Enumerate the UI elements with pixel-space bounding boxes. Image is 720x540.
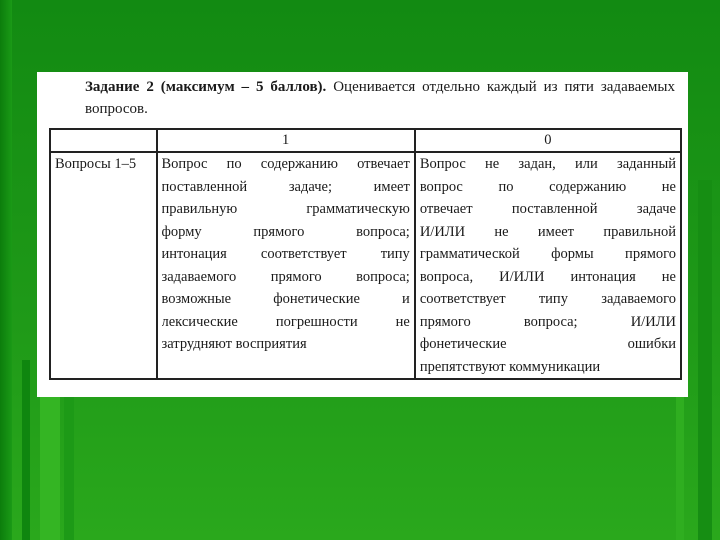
score-0-line: соответствует типу задаваемого — [419, 291, 676, 307]
score-0-line: вопрос по содержанию не — [419, 178, 676, 195]
score-1-line: Вопрос по содержанию отвечает — [161, 156, 410, 172]
score-1-line: лексические погрешности не — [161, 313, 410, 330]
header-row — [50, 129, 681, 152]
criteria-table — [49, 128, 682, 380]
score-1-line: правильную грамматическую — [161, 201, 410, 217]
score-1-line: поставленной задаче; имеет — [161, 178, 410, 195]
score-1-cell — [157, 152, 415, 379]
header-empty — [50, 129, 157, 152]
score-0-line: препятствуют коммуникации — [419, 358, 601, 375]
score-0-line: отвечает поставленной задаче — [419, 201, 676, 217]
header-score-0: 0 — [415, 129, 681, 152]
score-1-line: возможные фонетические и — [161, 291, 410, 307]
score-0-line: прямого вопроса; И/ИЛИ — [419, 313, 676, 330]
task-description: Оценивается отдельно каждый из пяти задаваемых вопросов. — [85, 79, 675, 117]
score-1-line: форму прямого вопроса; — [161, 223, 410, 240]
task-heading — [85, 76, 675, 120]
score-1-line: интонация соответствует типу — [161, 246, 410, 262]
decor-stripe — [0, 0, 12, 540]
score-0-line: грамматической формы прямого — [419, 246, 676, 262]
decor-stripe — [22, 360, 30, 540]
task-title: Задание 2 (максимум – 5 баллов). — [85, 79, 327, 95]
decor-stripe — [40, 380, 60, 540]
score-0-line: вопроса, И/ИЛИ интонация не — [419, 268, 676, 285]
table-row — [50, 152, 681, 379]
score-0-line: фонетические ошибки — [419, 336, 676, 352]
score-1-line: задаваемого прямого вопроса; — [161, 268, 410, 285]
decor-stripe — [698, 180, 712, 540]
score-0-cell — [415, 152, 681, 379]
document-sheet — [37, 72, 688, 397]
header-score-1: 1 — [157, 129, 415, 152]
row-label-text: Вопросы 1–5 — [55, 156, 137, 172]
score-1-line: затрудняют восприятия — [161, 336, 307, 352]
score-0-line: Вопрос не задан, или заданный — [419, 156, 676, 172]
row-label — [50, 152, 157, 379]
score-0-line: И/ИЛИ не имеет правильной — [419, 223, 676, 240]
